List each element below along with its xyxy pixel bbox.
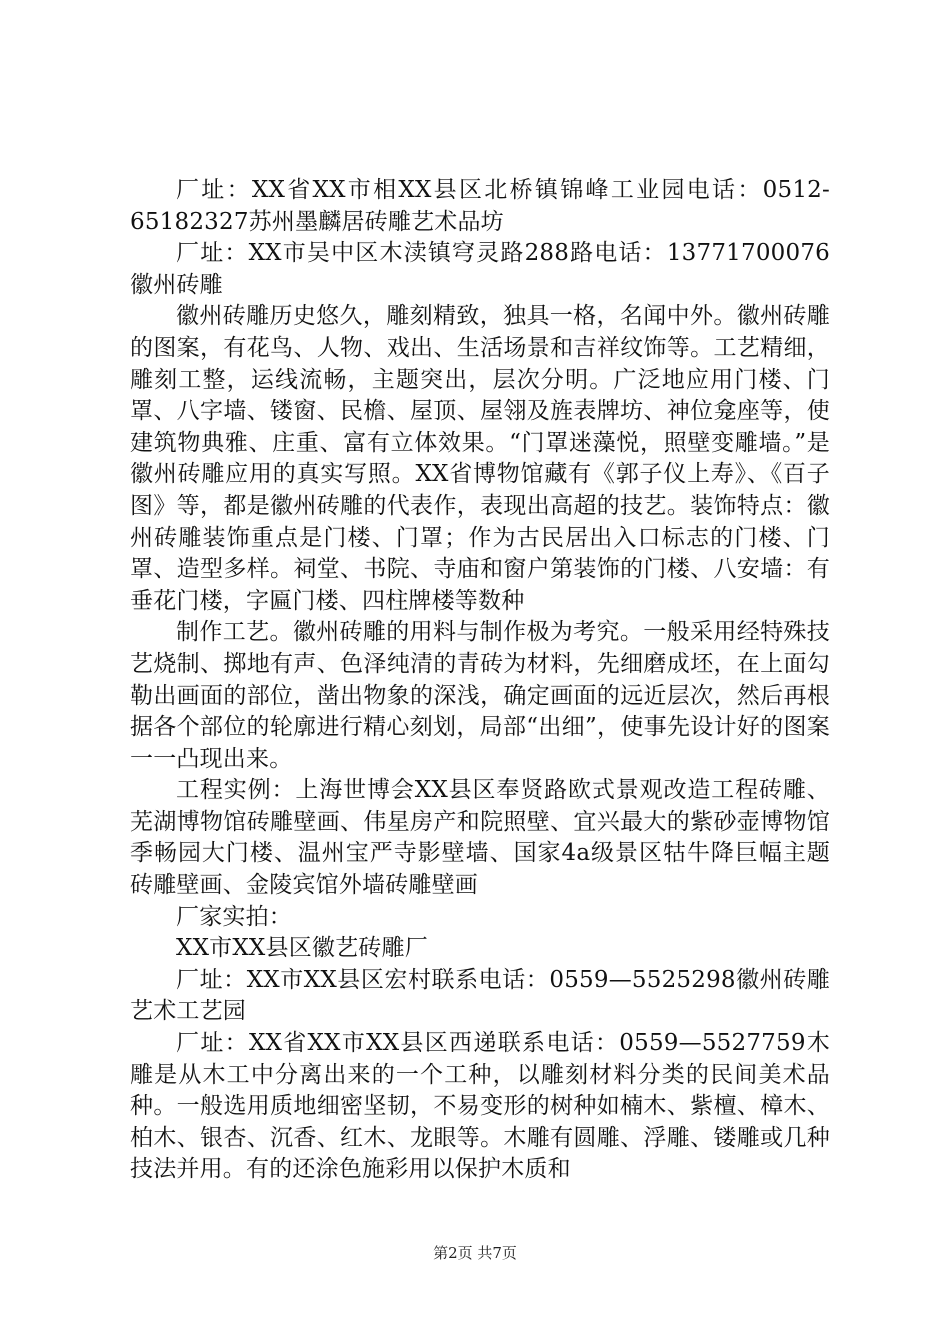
page-footer: [0, 1242, 950, 1263]
paragraph: 制作工艺。徽州砖雕的用料与制作极为考究。一般采用经特殊技艺烧制、掷地有声、色泽纯清的青砖为材料，先细磨成坯，在上面勾勒出画面的部位，凿出物象的深浅，确定画面的远近层次，然后再根据各个部位的轮廓进行精心刻划，局部“出细”，使事先设计好的图案一一凸现出来。: [130, 619, 830, 772]
paragraph: 厂址：XX市吴中区木渎镇穹灵路288路电话：13771700076徽州砖雕: [130, 240, 830, 298]
paragraph: 徽州砖雕历史悠久，雕刻精致，独具一格，名闻中外。徽州砖雕的图案，有花鸟、人物、戏出、生活场景和吉祥纹饰等。工艺精细，雕刻工整，运线流畅，主题突出，层次分明。广泛地应用门楼、门罩、八字墙、镂窗、民檐、屋顶、屋翎及旌表牌坊、神位龛座等，使建筑物典雅、庄重、富有立体效果。“门罩迷藻悦，照壁变雕墙。”是徽州砖雕应用的真实写照。XX省博物馆藏有《郭子仪上寿》、《百子图》等，都是徽州砖雕的代表作，表现出高超的技艺。装饰特点：徽州砖雕装饰重点是门楼、门罩；作为古民居出入口标志的门楼、门罩、造型多样。祠堂、书院、寺庙和窗户第装饰的门楼、八安墙：有垂花门楼，字匾门楼、四柱牌楼等数种: [130, 303, 830, 614]
paragraph: 厂址：XX省XX市相XX县区北桥镇锦峰工业园电话：0512-65182327苏州墨麟居砖雕艺术品坊: [130, 177, 830, 235]
page-number: 第2页 共7页: [433, 1244, 517, 1262]
paragraph: 工程实例：上海世博会XX县区奉贤路欧式景观改造工程砖雕、芜湖博物馆砖雕壁画、伟星房产和院照壁、宜兴最大的紫砂壶博物馆季畅园大门楼、温州宝严寺影壁墙、国家4a级景区牯牛降巨幅主题砖雕壁画、金陵宾馆外墙砖雕壁画: [130, 777, 830, 899]
paragraph: 厂址：XX省XX市XX县区西递联系电话：0559—5527759木雕是从木工中分离出来的一个工种，以雕刻材料分类的民间美术品种。一般选用质地细密坚韧，不易变形的树种如楠木、紫檀、樟木、柏木、银杏、沉香、红木、龙眼等。木雕有圆雕、浮雕、镂雕或几种技法并用。有的还涂色施彩用以保护木质和: [130, 1030, 830, 1183]
paragraph: XX市XX县区徽艺砖雕厂: [176, 935, 428, 962]
paragraph: 厂址：XX市XX县区宏村联系电话：0559—5525298徽州砖雕艺术工艺园: [130, 966, 830, 1025]
document-body: [130, 175, 830, 1186]
paragraph: 厂家实拍：: [176, 903, 292, 930]
